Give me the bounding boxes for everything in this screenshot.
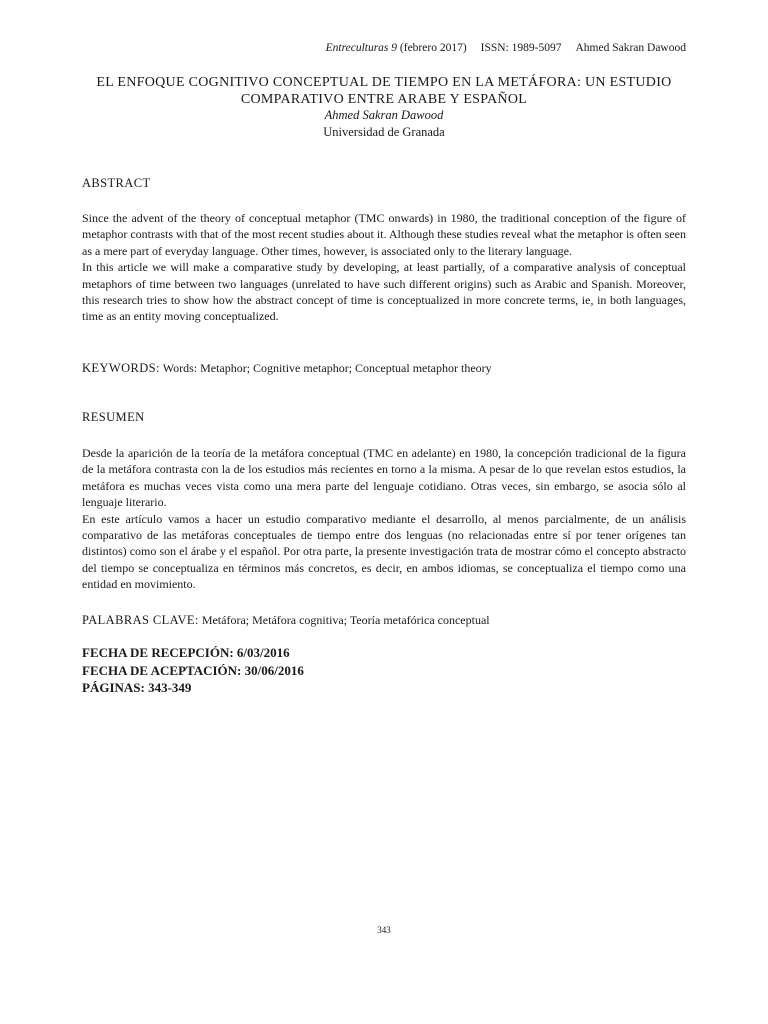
- journal-name: Entreculturas 9: [325, 42, 398, 54]
- keywords-label: KEYWORDS:: [82, 361, 160, 375]
- header-author: Ahmed Sakran Dawood: [575, 42, 686, 54]
- journal-issue: (febrero 2017): [397, 42, 467, 54]
- paper-title: EL ENFOQUE COGNITIVO CONCEPTUAL DE TIEMPO EN LA METÁFORA: UN ESTUDIO COMPARATIVO ENTRE ARABE Y ESPAÑOL: [96, 75, 672, 107]
- abstract-paragraph: In this article we will make a comparative study by developing, at least partially, of a comparative analysis of conceptual metaphors of time between two languages (unrelated to have such different origins) such as Arabic and Spanish. Moreover, this research tries to show how the abstract concept of time is conceptualized in more concrete terms, ie, in both languages, time as an entity moving conceptualized.: [82, 260, 686, 324]
- page-range: PÁGINAS: 343-349: [82, 680, 192, 695]
- resumen-paragraph: En este artículo vamos a hacer un estudio comparativo mediante el desarrollo, al menos parcialmente, de un análisis comparativo de las metáforas conceptuales de tiempo entre dos lenguas (no relacionadas entre sí por tener orígenes tan distintos) como son el árabe y el español. Por otra parte, la presente investigación trata de mostrar cómo el concepto abstracto del tiempo se conceptualiza en términos más concretos, es decir, en ambos idiomas, se conceptualiza el tiempo como una entidad en movimiento.: [82, 511, 686, 592]
- keywords-text: Words: Metaphor; Cognitive metaphor; Conceptual metaphor theory: [162, 361, 492, 375]
- affiliation: Universidad de Granada: [323, 125, 445, 139]
- resumen-body: [82, 445, 686, 593]
- received-date: FECHA DE RECEPCIÓN: 6/03/2016: [82, 645, 290, 660]
- resumen-paragraph: Desde la aparición de la teoría de la metáfora conceptual (TMC en adelante) en 1980, la concepción tradicional de la figura de la metáfora contrasta con la de los estudios más recientes en torno a la misma. A pesar de lo que revelan estos estudios, la metáfora es muchas veces vista como una mera parte del lenguaje cotidiano. Otras veces, sin embargo, se asocia sólo al lenguaje literario.: [82, 446, 686, 510]
- abstract-heading: ABSTRACT: [82, 176, 151, 190]
- accepted-date: FECHA DE ACEPTACIÓN: 30/06/2016: [82, 662, 304, 678]
- article-dates: [82, 644, 304, 697]
- palabras-clave-label: PALABRAS CLAVE:: [82, 613, 199, 627]
- abstract-paragraph: Since the advent of the theory of conceptual metaphor (TMC onwards) in 1980, the traditional conception of the figure of metaphor contrasts with that of the most recent studies about it. Although these studies reveal what the metaphor is often seen as a mere part of everyday language. Other times, however, is associated only to the literary language.: [82, 211, 686, 258]
- page-number: 343: [377, 925, 391, 935]
- issn: ISSN: 1989-5097: [480, 42, 562, 54]
- palabras-clave-text: Metáfora; Metáfora cognitiva; Teoría metafórica conceptual: [201, 613, 490, 627]
- keywords-line: [82, 361, 492, 376]
- running-header: [326, 42, 686, 54]
- resumen-heading: RESUMEN: [82, 410, 145, 424]
- palabras-clave-line: [82, 613, 490, 628]
- author-name: Ahmed Sakran Dawood: [324, 108, 444, 122]
- abstract-body: [82, 210, 686, 325]
